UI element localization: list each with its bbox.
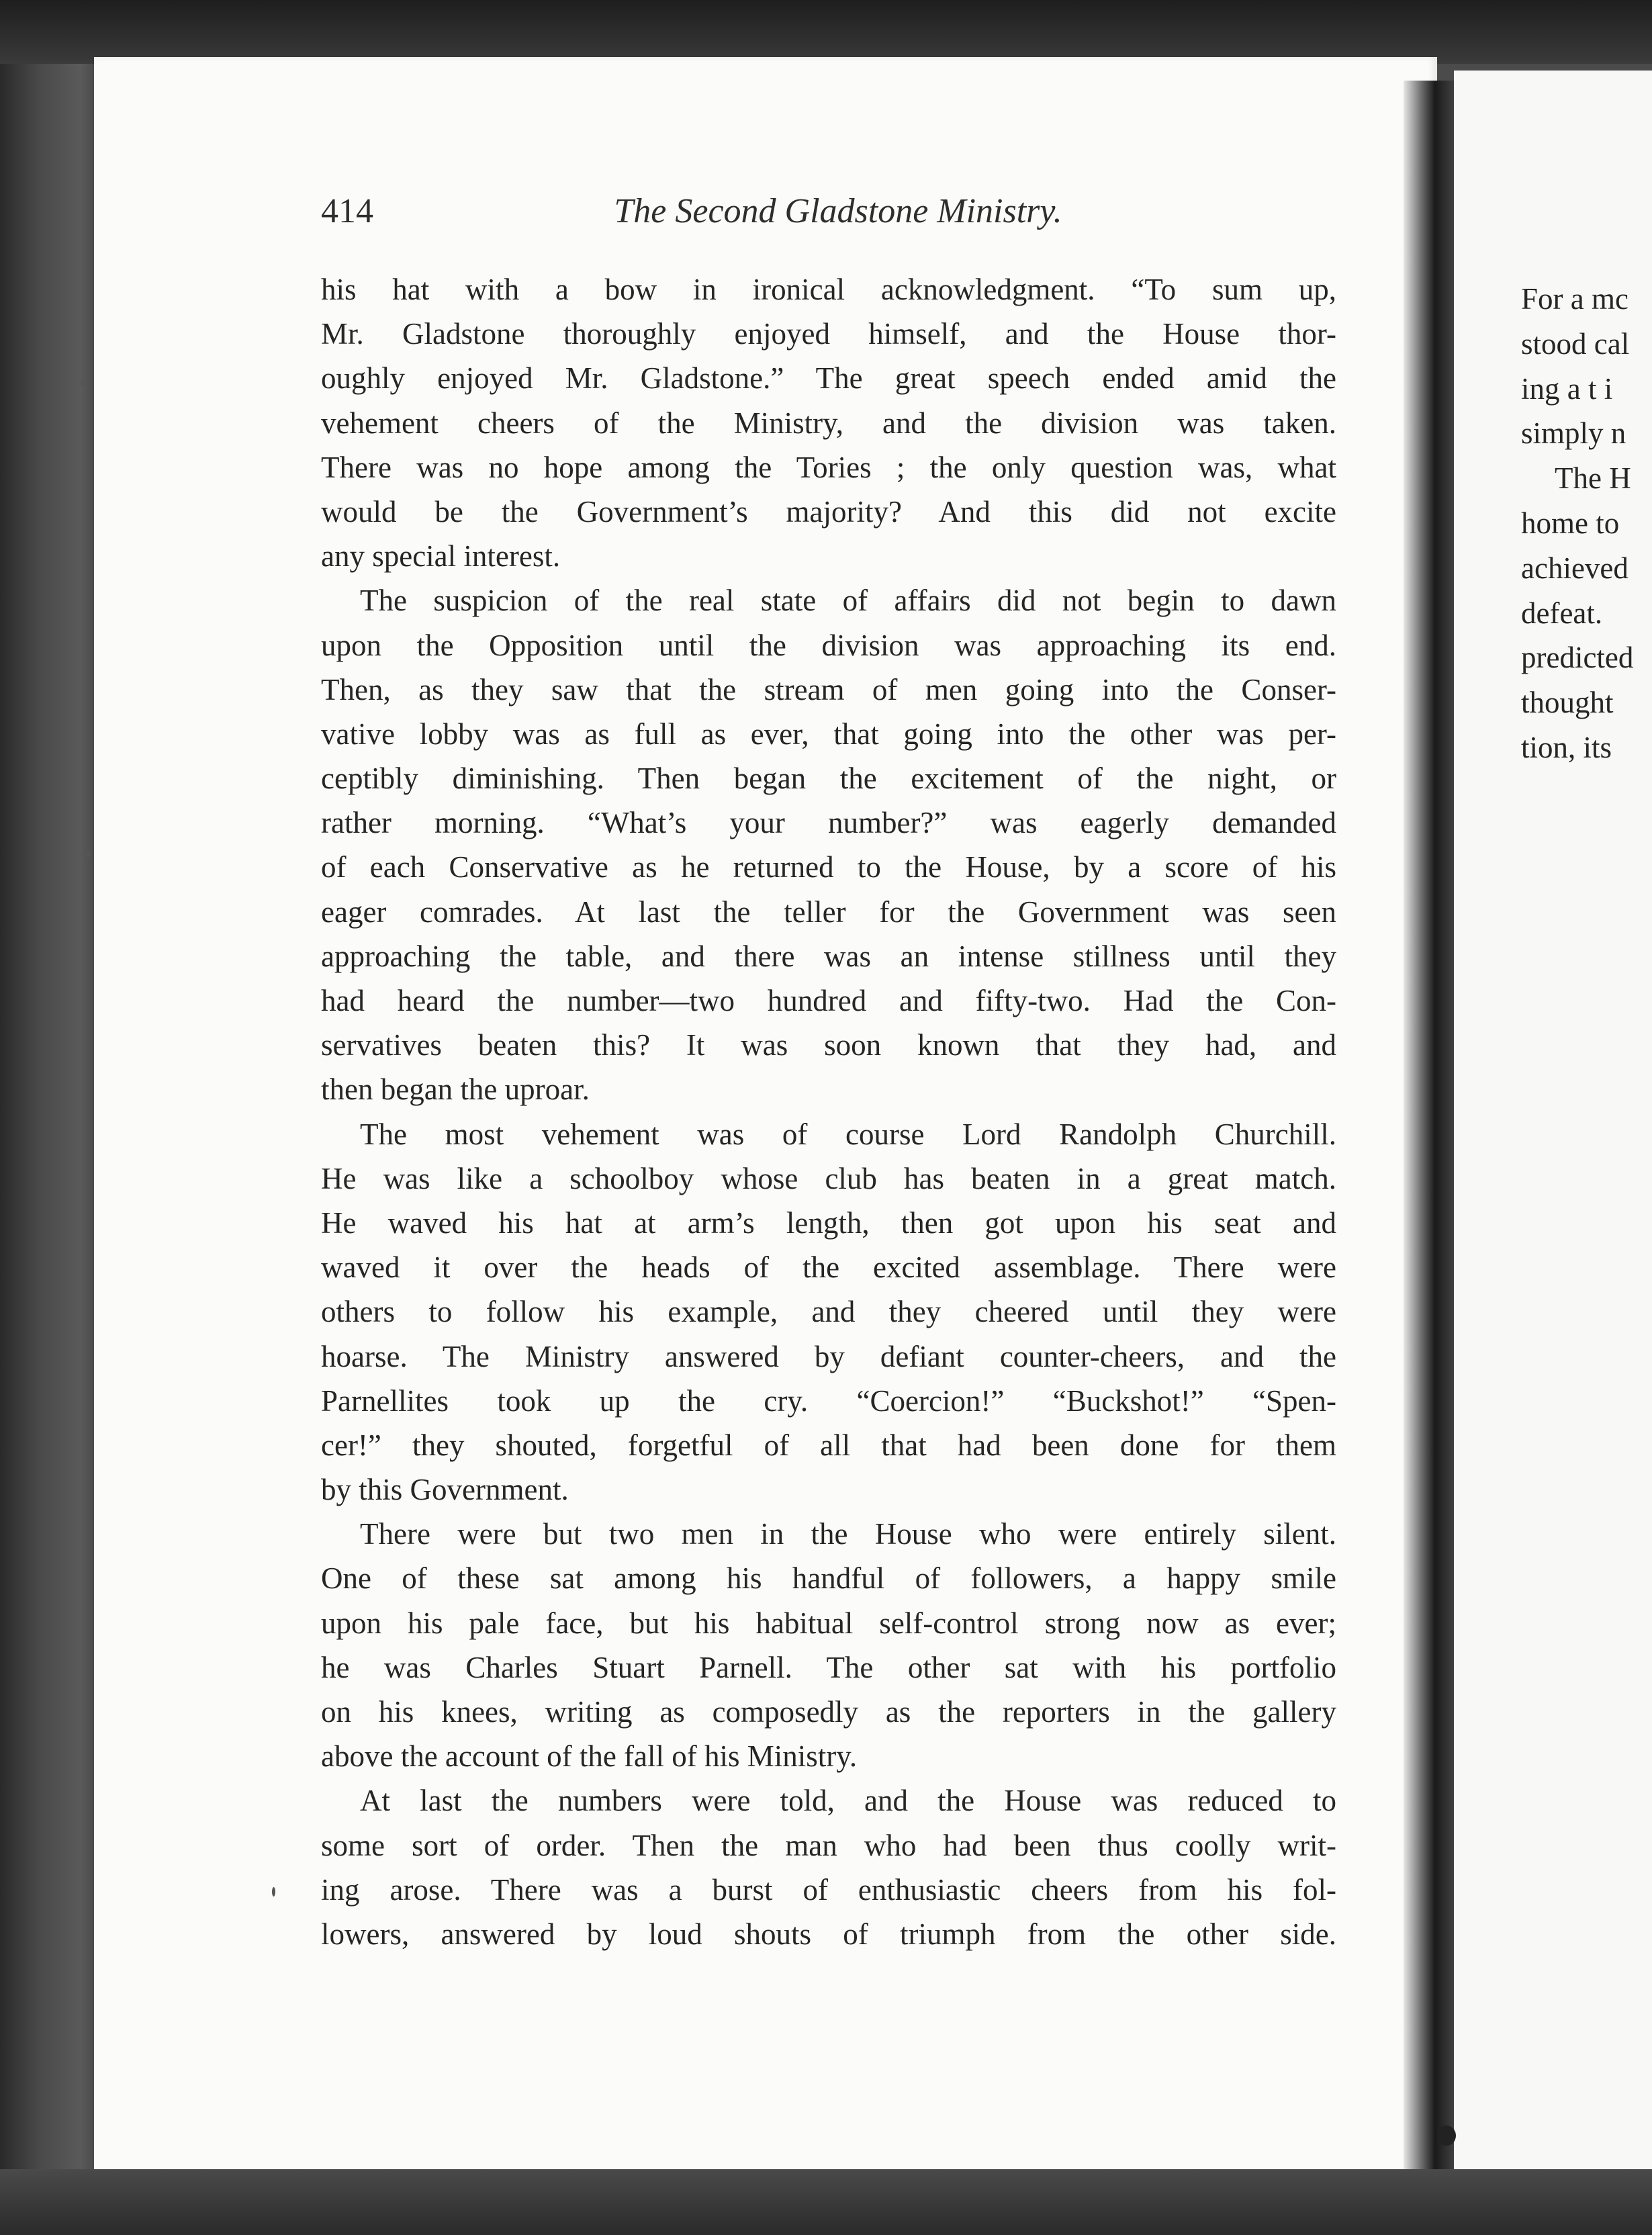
text-line: The suspicion of the real state of affairs did not begin to dawn <box>360 584 1336 618</box>
text-line: ceptibly diminishing. Then began the excitement of the night, or <box>321 762 1336 796</box>
text-line: above the account of the fall of his Ministry. <box>321 1739 858 1774</box>
running-title: The Second Gladstone Ministry. <box>614 192 1062 230</box>
text-line: There was no hope among the Tories ; the only question was, what <box>321 450 1336 484</box>
text-line: upon the Opposition until the division was approaching its end. <box>321 628 1336 662</box>
text-line: rather morning. “What’s your number?” was eagerly demanded <box>321 806 1336 840</box>
text-line: Mr. Gladstone thoroughly enjoyed himself, and the House thor- <box>321 317 1336 351</box>
text-line: upon his pale face, but his habitual self-control strong now as ever; <box>321 1606 1336 1640</box>
text-line: hoarse. The Ministry answered by defiant counter-cheers, and the <box>321 1339 1336 1373</box>
right-page-text <box>1521 277 1652 770</box>
text-line: of each Conservative as he returned to the House, by a score of his <box>321 850 1336 884</box>
text-line: eager comrades. At last the teller for the Government was seen <box>321 895 1336 929</box>
text-line: any special interest. <box>321 539 561 574</box>
text-line: vehement cheers of the Ministry, and the division was taken. <box>321 406 1336 440</box>
text-line: servatives beaten this? It was soon known that they had, and <box>321 1028 1336 1062</box>
text-line: then began the uproar. <box>321 1073 590 1107</box>
text-line: on his knees, writing as composedly as the reporters in the gallery <box>321 1695 1336 1729</box>
text-line: he was Charles Stuart Parnell. The other sat with his portfolio <box>321 1650 1336 1684</box>
text-line: waved it over the heads of the excited assemblage. There were <box>321 1250 1336 1285</box>
text-line: There were but two men in the House who were entirely silent. <box>360 1517 1336 1551</box>
running-header <box>321 191 1335 238</box>
right-page-line: achieved <box>1521 551 1628 585</box>
right-page-line: stood cal <box>1521 326 1630 361</box>
text-line: Then, as they saw that the stream of men going into the Conser- <box>321 672 1336 706</box>
text-line: some sort of order. Then the man who had been thus coolly writ- <box>321 1828 1336 1862</box>
scan-top-edge <box>0 0 1652 64</box>
right-page-line: For a mc <box>1521 282 1628 316</box>
text-line: lowers, answered by loud shouts of triumph from the other side. <box>321 1917 1336 1951</box>
text-line: cer!” they shouted, forgetful of all that had been done for them <box>321 1428 1336 1462</box>
text-line: by this Government. <box>321 1473 569 1507</box>
text-line: approaching the table, and there was an intense stillness until they <box>321 939 1336 973</box>
text-line: Parnellites took up the cry. “Coercion!” “Buckshot!” “Spen- <box>321 1383 1336 1418</box>
right-page-line: ing a t i <box>1521 371 1613 406</box>
book-gutter <box>1404 81 1456 2169</box>
scan-speck <box>272 1887 275 1897</box>
right-page-line: tion, its <box>1521 730 1612 764</box>
text-line: He waved his hat at arm’s length, then got upon his seat and <box>321 1205 1336 1240</box>
body-text <box>321 267 1336 1956</box>
scan-bottom-edge <box>0 2169 1652 2235</box>
text-line: his hat with a bow in ironical acknowledgment. “To sum up, <box>321 273 1336 306</box>
right-page-line: simply n <box>1521 416 1626 451</box>
text-line: ing arose. There was a burst of enthusiastic cheers from his fol- <box>321 1872 1336 1907</box>
right-page-line: defeat. <box>1521 596 1603 630</box>
text-line: At last the numbers were told, and the House was reduced to <box>360 1784 1336 1818</box>
right-page-line: predicted <box>1521 641 1634 675</box>
text-line: One of these sat among his handful of followers, a happy smile <box>321 1561 1336 1596</box>
text-line: The most vehement was of course Lord Randolph Churchill. <box>360 1117 1336 1151</box>
right-page-line: home to <box>1521 506 1620 540</box>
text-line: oughly enjoyed Mr. Gladstone.” The great speech ended amid the <box>321 361 1336 396</box>
text-line: He was like a schoolboy whose club has beaten in a great match. <box>321 1161 1336 1195</box>
scan-speck <box>1437 2126 1456 2146</box>
right-page-line: thought <box>1521 686 1614 720</box>
scan-speck <box>81 379 86 386</box>
text-line: had heard the number—two hundred and fifty-two. Had the Con- <box>321 984 1336 1017</box>
right-page-line: The H <box>1555 461 1631 496</box>
scan-speck <box>86 852 91 858</box>
page-number: 414 <box>321 192 373 230</box>
text-line: others to follow his example, and they cheered until they were <box>321 1295 1336 1329</box>
text-line: vative lobby was as full as ever, that going into the other was per- <box>321 717 1336 751</box>
text-line: would be the Government’s majority? And this did not excite <box>321 494 1336 529</box>
